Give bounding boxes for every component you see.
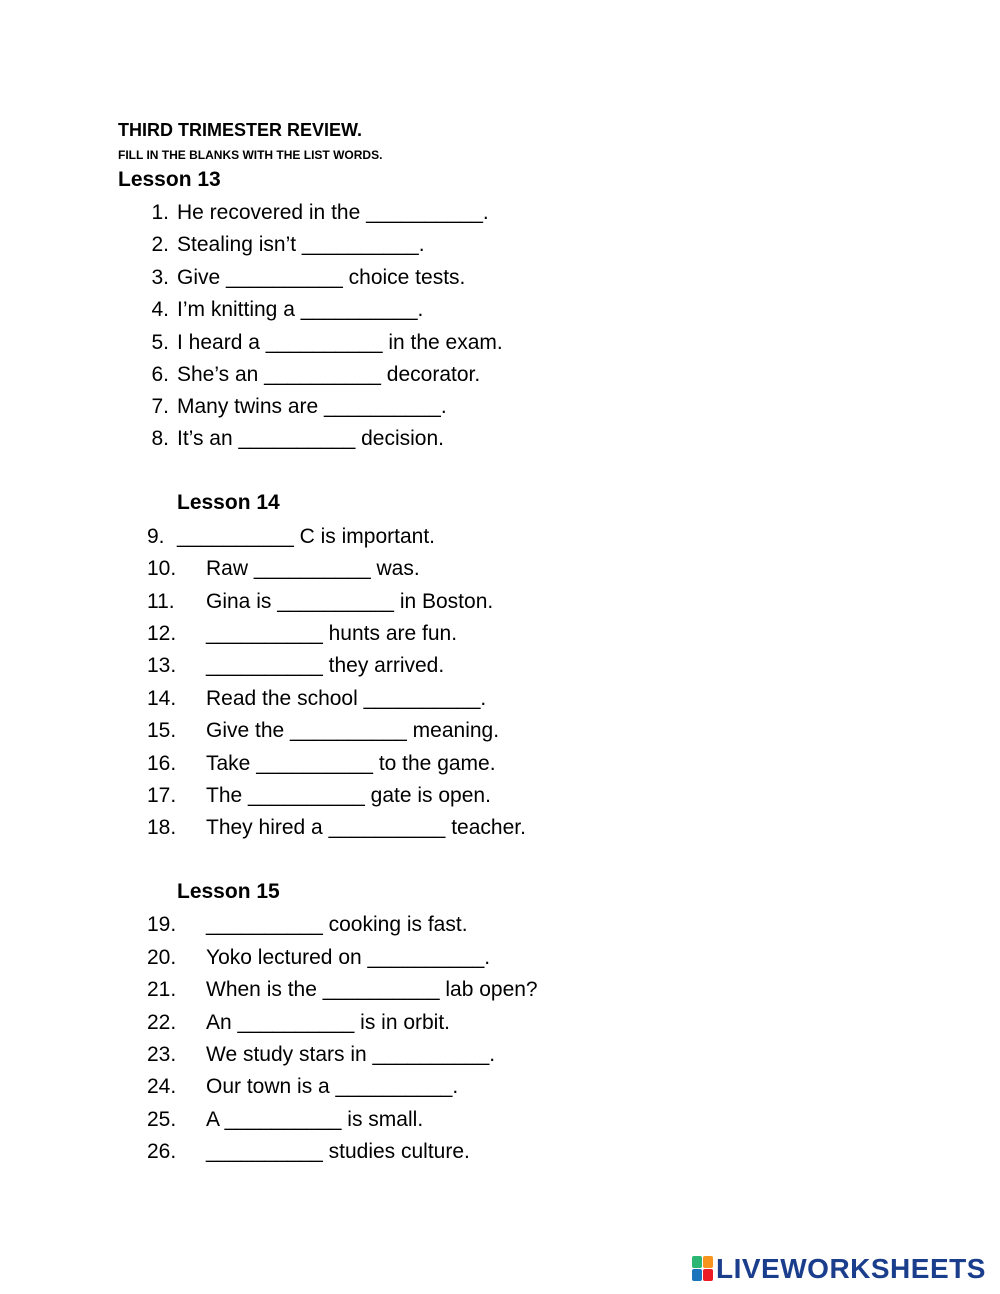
- item-number: 22.: [147, 1011, 177, 1034]
- item-sentence: I’m knitting a __________.: [177, 298, 424, 321]
- item-number: 3.: [151, 266, 169, 289]
- item-number: 12.: [147, 622, 177, 645]
- item-sentence: It’s an __________ decision.: [177, 427, 444, 450]
- item-sentence: An __________ is in orbit.: [206, 1011, 451, 1034]
- item-number: 15.: [147, 719, 177, 742]
- item-sentence: Gina is __________ in Boston.: [206, 590, 494, 613]
- item-number: 10.: [147, 557, 177, 580]
- item-sentence: We study stars in __________.: [206, 1043, 496, 1066]
- item-sentence: Stealing isn’t __________.: [177, 233, 425, 256]
- item-sentence: She’s an __________ decorator.: [177, 363, 481, 386]
- item-number: 7.: [151, 395, 169, 418]
- item-number: 14.: [147, 687, 177, 710]
- item-number: 8.: [151, 427, 169, 450]
- item-sentence: He recovered in the __________.: [177, 201, 489, 224]
- item-sentence: __________ hunts are fun.: [206, 622, 458, 645]
- item-number: 1.: [151, 201, 169, 224]
- item-number: 2.: [151, 233, 169, 256]
- item-number: 17.: [147, 784, 177, 807]
- item-sentence: Our town is a __________.: [206, 1075, 459, 1098]
- item-number: 11.: [147, 590, 175, 613]
- item-sentence: Give the __________ meaning.: [206, 719, 500, 742]
- item-number: 21.: [147, 978, 177, 1001]
- liveworksheets-logo-icon: [692, 1256, 714, 1282]
- item-number: 5.: [151, 331, 169, 354]
- worksheet-title: THIRD TRIMESTER REVIEW.: [118, 120, 363, 140]
- item-number: 6.: [151, 363, 169, 386]
- item-sentence: Many twins are __________.: [177, 395, 447, 418]
- item-number: 4.: [151, 298, 169, 321]
- item-number: 18.: [147, 816, 177, 839]
- item-number: 24.: [147, 1075, 177, 1098]
- liveworksheets-logo: [692, 1252, 986, 1286]
- worksheet-instructions: FILL IN THE BLANKS WITH THE LIST WORDS.: [118, 148, 383, 162]
- item-number: 23.: [147, 1043, 177, 1066]
- item-sentence: __________ C is important.: [177, 525, 435, 548]
- item-number: 25.: [147, 1108, 177, 1131]
- item-number: 16.: [147, 752, 177, 775]
- logo-text: LIVEWORKSHEETS: [716, 1253, 986, 1284]
- item-sentence: Raw __________ was.: [206, 557, 420, 580]
- item-sentence: I heard a __________ in the exam.: [177, 331, 503, 354]
- item-number: 19.: [147, 913, 177, 936]
- item-number: 9.: [147, 525, 165, 548]
- lesson-15-heading: Lesson 15: [177, 880, 280, 903]
- item-sentence: Take __________ to the game.: [206, 752, 496, 775]
- item-sentence: When is the __________ lab open?: [206, 978, 538, 1001]
- item-sentence: Give __________ choice tests.: [177, 266, 466, 289]
- lesson-13-heading: Lesson 13: [118, 168, 221, 191]
- item-number: 13.: [147, 654, 177, 677]
- item-sentence: A __________ is small.: [206, 1108, 424, 1131]
- item-sentence: __________ they arrived.: [206, 654, 445, 677]
- item-number: 26.: [147, 1140, 177, 1163]
- item-sentence: __________ cooking is fast.: [206, 913, 468, 936]
- item-sentence: The __________ gate is open.: [206, 784, 491, 807]
- item-sentence: They hired a __________ teacher.: [206, 816, 526, 839]
- item-sentence: Yoko lectured on __________.: [206, 946, 491, 969]
- item-sentence: __________ studies culture.: [206, 1140, 470, 1163]
- item-number: 20.: [147, 946, 177, 969]
- item-sentence: Read the school __________.: [206, 687, 487, 710]
- lesson-14-heading: Lesson 14: [177, 491, 280, 514]
